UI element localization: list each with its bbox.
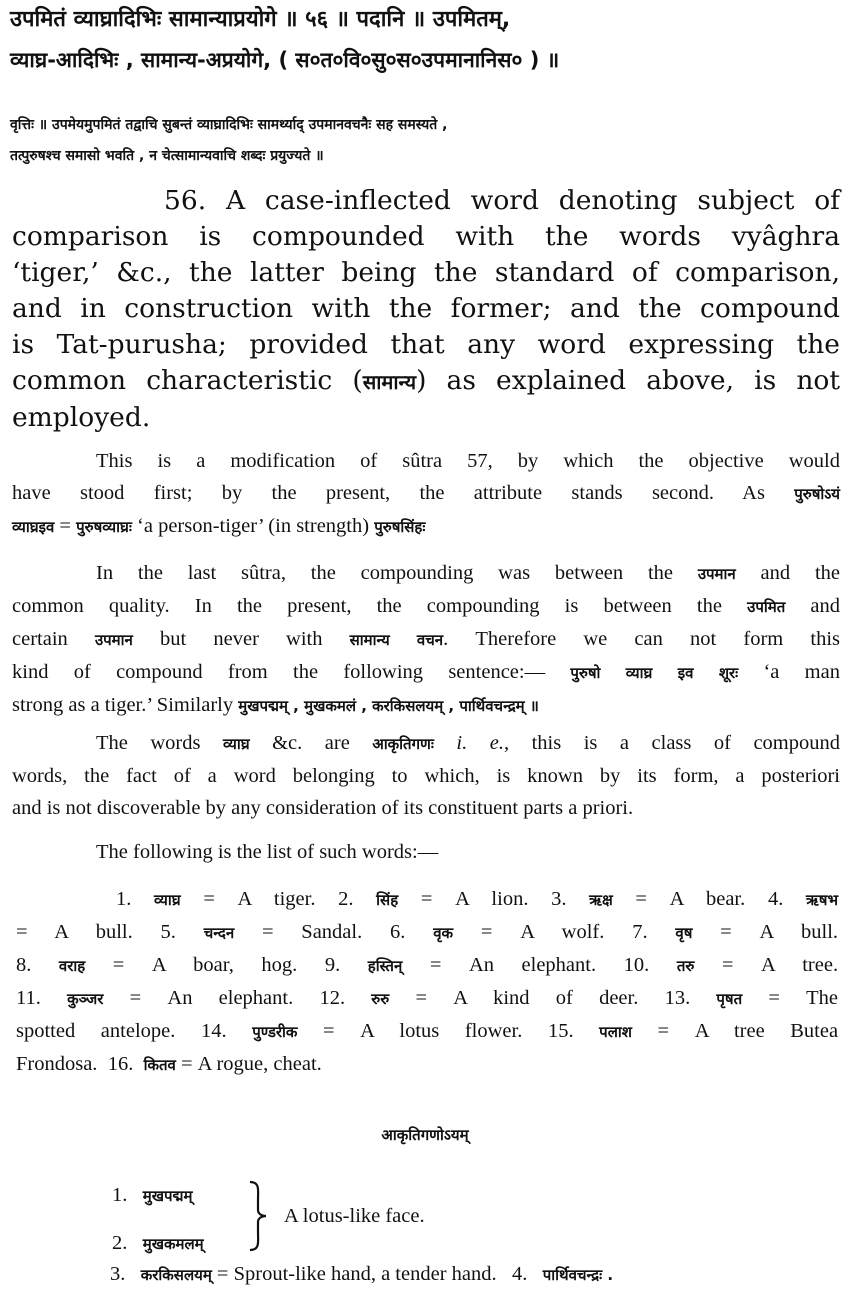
text: . Therefore we can not form this	[443, 628, 840, 650]
list-meaning: = A boar, hog.	[112, 954, 298, 976]
list-meaning: = A tree Butea	[657, 1020, 839, 1042]
text: common quality. In the present, the compounding is between the	[12, 595, 748, 617]
list-number: 10.	[623, 954, 650, 976]
translation-line-3: ‘tiger,’ &c., the latter being the standard of comparison,	[12, 257, 840, 288]
example-3-4	[110, 1263, 613, 1286]
sutra-translation	[12, 183, 840, 436]
list-meaning: Frondosa.	[16, 1053, 98, 1075]
paragraph-akritigana	[12, 727, 840, 824]
list-meaning: = A lotus flower.	[323, 1020, 523, 1042]
list-number: 9.	[324, 954, 341, 976]
devanagari-term: व्याघ्र	[223, 735, 250, 753]
paragraph-line	[12, 727, 840, 760]
list-word: हस्तिन्	[367, 957, 403, 975]
example-number: 3.	[110, 1263, 126, 1285]
list-line	[16, 949, 838, 982]
list-line	[16, 916, 838, 949]
example-word: मुखपद्मम्	[142, 1187, 193, 1205]
text: In the last sûtra, the compounding was between the	[96, 562, 698, 584]
translation-line-5: is Tat-purusha; provided that any word expressing the	[12, 329, 840, 360]
paragraph-line: The following is the list of such words:—	[96, 841, 439, 863]
list-line	[16, 883, 838, 916]
list-meaning: = A lion.	[420, 888, 529, 910]
list-meaning: = A tiger.	[203, 888, 316, 910]
translation-text: ) as explained above, is not	[416, 365, 840, 396]
paragraph-line	[12, 656, 840, 689]
translation-line-1: 56. A case-inflected word denoting subject of	[164, 185, 840, 216]
list-word: वृष	[675, 924, 693, 942]
paragraph-line	[12, 689, 840, 722]
sutra-line-1: उपमितं व्याघ्रादिभिः सामान्याप्रयोगे ॥ ५६ ॥ पदानि ॥ उपमितम्,	[10, 7, 511, 32]
list-meaning: = A tree.	[721, 954, 839, 976]
vritti-line-2: तत्पुरुषश्च समासो भवति , न चेत्सामान्यवाचि शब्दः प्रयुज्यते ॥	[10, 148, 324, 164]
list-meaning: = A bear.	[635, 888, 746, 910]
list-word: चन्दन	[203, 924, 235, 942]
text: have stood first; by the present, the attribute stands second. As	[12, 482, 795, 504]
text: kind of compound from the following sentence:—	[12, 661, 571, 683]
list-meaning: = A kind of deer.	[415, 987, 639, 1009]
list-word: पृषत	[716, 990, 743, 1008]
list-number: 13.	[664, 987, 691, 1009]
text: ‘a person-tiger’ (in strength)	[131, 515, 375, 537]
list-number: 5.	[160, 921, 176, 943]
devanagari-term: पुरुषोऽयं	[794, 485, 840, 503]
vritti-commentary	[10, 110, 838, 172]
list-meaning: = A bull.	[16, 921, 133, 943]
example-word: पार्थिवचन्द्रः .	[542, 1266, 614, 1284]
example-1	[112, 1184, 192, 1207]
devanagari-term: उपमित	[747, 598, 786, 616]
list-meaning: = An elephant.	[129, 987, 294, 1009]
paragraph-line	[12, 590, 840, 623]
list-word: सिंह	[376, 891, 399, 909]
text: and the	[735, 562, 840, 584]
text: certain	[12, 628, 95, 650]
list-word: ऋक्ष	[589, 891, 613, 909]
list-meaning: = A rogue, cheat.	[180, 1053, 322, 1075]
list-meaning: = An elephant.	[429, 954, 597, 976]
translation-line-7: employed.	[12, 402, 151, 433]
list-word: पुण्डरीक	[252, 1023, 298, 1041]
devanagari-term: मुखपद्मम् , मुखकमलं , करकिसलयम् , पार्थिवचन्द्रम् ॥	[238, 697, 539, 715]
example-meaning-text: = Sprout-like hand, a tender hand.	[216, 1263, 497, 1285]
list-word: व्याघ्र	[154, 891, 181, 909]
devanagari-term: पुरुषसिंहः	[374, 518, 426, 536]
paragraph-last-sutra	[12, 557, 840, 722]
list-meaning: = The	[768, 987, 839, 1009]
paragraph-line	[12, 557, 840, 590]
word-list	[16, 883, 838, 1081]
example-word: करकिसलयम्	[140, 1266, 212, 1284]
text: strong as a tiger.’ Similarly	[12, 694, 239, 716]
list-meaning: = A wolf.	[480, 921, 605, 943]
sutra-line-2: व्याघ्र-आदिभिः , सामान्य-अप्रयोगे, ( स०त०वि०सु०स०उपमानानिस० ) ॥	[10, 48, 560, 72]
translation-line-6	[12, 363, 840, 400]
list-line	[16, 1048, 838, 1081]
list-number: 2.	[338, 888, 354, 910]
list-number: 3.	[551, 888, 567, 910]
paragraph-modification	[12, 445, 840, 543]
section-heading: आकृतिगणोऽयम्	[381, 1126, 469, 1144]
text: =	[54, 515, 77, 537]
list-line	[16, 982, 838, 1015]
example-meaning: A lotus-like face.	[284, 1205, 425, 1227]
devanagari-term: उपमान	[697, 565, 736, 583]
devanagari-term: पुरुषव्याघ्रः	[76, 518, 132, 536]
translation-text: common characteristic (	[12, 365, 363, 396]
text: The words	[96, 732, 223, 754]
paragraph-line	[12, 623, 840, 656]
paragraph-line: words, the fact of a word belonging to which, is known by its form, a posteriori	[12, 765, 840, 787]
list-number: 14.	[200, 1020, 227, 1042]
list-word: तरु	[676, 957, 695, 975]
text: ‘a man	[738, 661, 840, 683]
list-meaning: = A bull.	[720, 921, 839, 943]
list-number: 16.	[107, 1053, 134, 1075]
list-word: वृक	[433, 924, 454, 942]
list-line	[16, 1015, 838, 1048]
vritti-line-1: वृत्तिः ॥ उपमेयमुपमितं तद्वाचि सुबन्तं व्याघ्रादिभिः सामर्थ्याद् उपमानवचनैः सह समस्यते ,	[10, 117, 448, 133]
devanagari-term: सामान्य वचन	[349, 631, 444, 649]
paragraph-list-intro	[12, 836, 840, 868]
text: &c. are	[249, 732, 373, 754]
example-word: मुखकमलम्	[142, 1235, 204, 1253]
text: and	[785, 595, 840, 617]
devanagari-term: पुरुषो व्याघ्र इव शूरः	[570, 664, 739, 682]
list-number: 7.	[632, 921, 648, 943]
list-word: ऋषभ	[805, 891, 838, 909]
list-meaning: spotted antelope.	[16, 1020, 176, 1042]
list-number: 4.	[767, 888, 784, 910]
text: this is a class of compound	[509, 732, 840, 754]
list-number: 15.	[547, 1020, 574, 1042]
paragraph-line	[12, 510, 840, 543]
paragraph-line: This is a modification of sûtra 57, by which the objective would	[96, 450, 840, 472]
example-number: 2.	[112, 1232, 128, 1254]
list-word: वराह	[58, 957, 86, 975]
example-2	[112, 1232, 204, 1255]
paragraph-line: and is not discoverable by any consideration of its constituent parts a priori.	[12, 797, 634, 819]
list-word: पलाश	[599, 1023, 632, 1041]
devanagari-term: व्याघ्रइव	[12, 518, 55, 536]
example-number: 1.	[112, 1184, 128, 1206]
list-number: 1.	[116, 888, 132, 910]
curly-brace-icon	[246, 1180, 270, 1252]
paragraph-line	[12, 477, 840, 510]
text: but never with	[132, 628, 350, 650]
translation-line-4: and in construction with the former; and the compound	[12, 293, 840, 324]
list-word: कुञ्जर	[67, 990, 104, 1008]
list-word: रुरु	[371, 990, 390, 1008]
list-number: 8.	[16, 954, 32, 976]
list-word: कितव	[143, 1056, 176, 1074]
devanagari-term: आकृतिगणः	[372, 735, 434, 753]
example-number: 4.	[512, 1263, 528, 1285]
list-number: 11.	[16, 987, 41, 1009]
devanagari-term: सामान्य	[362, 370, 417, 394]
translation-line-2: comparison is compounded with the words vyâghra	[12, 221, 840, 252]
sutra-text	[10, 0, 838, 80]
list-number: 12.	[319, 987, 346, 1009]
text-italic: i. e.,	[433, 732, 510, 754]
list-meaning: = Sandal.	[261, 921, 363, 943]
list-number: 6.	[390, 921, 406, 943]
devanagari-term: उपमान	[94, 631, 133, 649]
